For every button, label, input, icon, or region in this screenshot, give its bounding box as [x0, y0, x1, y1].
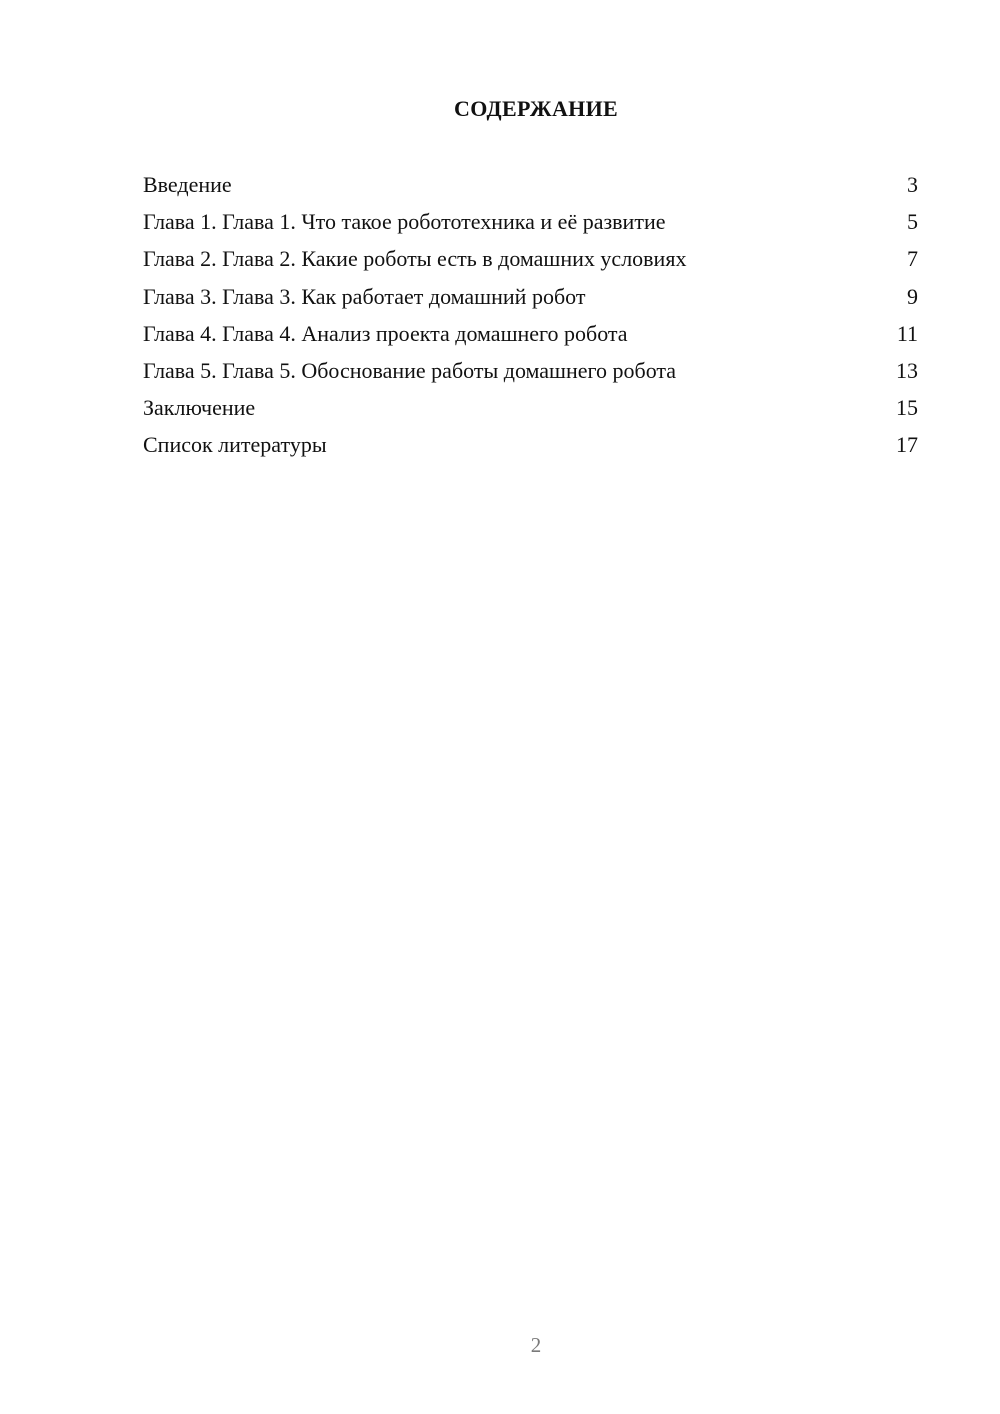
toc-entry-label: Глава 3. Глава 3. Как работает домашний робот: [143, 283, 586, 309]
toc-entry-label: Глава 1. Глава 1. Что такое робототехника и её развитие: [143, 209, 666, 235]
page-title: СОДЕРЖАНИЕ: [454, 96, 618, 121]
page-number: 2: [530, 1333, 542, 1357]
toc-entry-conclusion[interactable]: [143, 393, 918, 430]
toc-entry-label: Введение: [143, 172, 232, 197]
toc-entry-page: 17: [896, 432, 918, 458]
toc-entry-chapter-4[interactable]: [143, 319, 918, 356]
toc-entry-label: Список литературы: [143, 432, 327, 458]
toc-entry-label: Глава 2. Глава 2. Какие роботы есть в домашних условиях: [143, 246, 687, 272]
toc-entry-page: 3: [907, 172, 918, 197]
toc-entry-bibliography[interactable]: [143, 430, 918, 467]
toc-entry-label: Заключение: [143, 395, 256, 421]
toc-entry-page: 15: [896, 395, 918, 421]
toc-entry-page: 9: [907, 283, 918, 309]
toc-entry-chapter-2[interactable]: [143, 244, 918, 281]
table-of-contents: [143, 170, 918, 468]
toc-entry-chapter-5[interactable]: [143, 356, 918, 393]
toc-entry-page: 13: [896, 357, 918, 383]
toc-entry-page: 7: [907, 246, 918, 272]
toc-entry-introduction[interactable]: [143, 170, 918, 207]
toc-entry-label: Глава 4. Глава 4. Анализ проекта домашнего робота: [143, 320, 628, 346]
toc-entry-page: 11: [896, 320, 918, 346]
toc-entry-label: Глава 5. Глава 5. Обоснование работы домашнего робота: [143, 357, 677, 383]
toc-entry-chapter-3[interactable]: [143, 282, 918, 319]
toc-entry-chapter-1[interactable]: [143, 207, 918, 244]
toc-entry-page: 5: [907, 209, 918, 235]
